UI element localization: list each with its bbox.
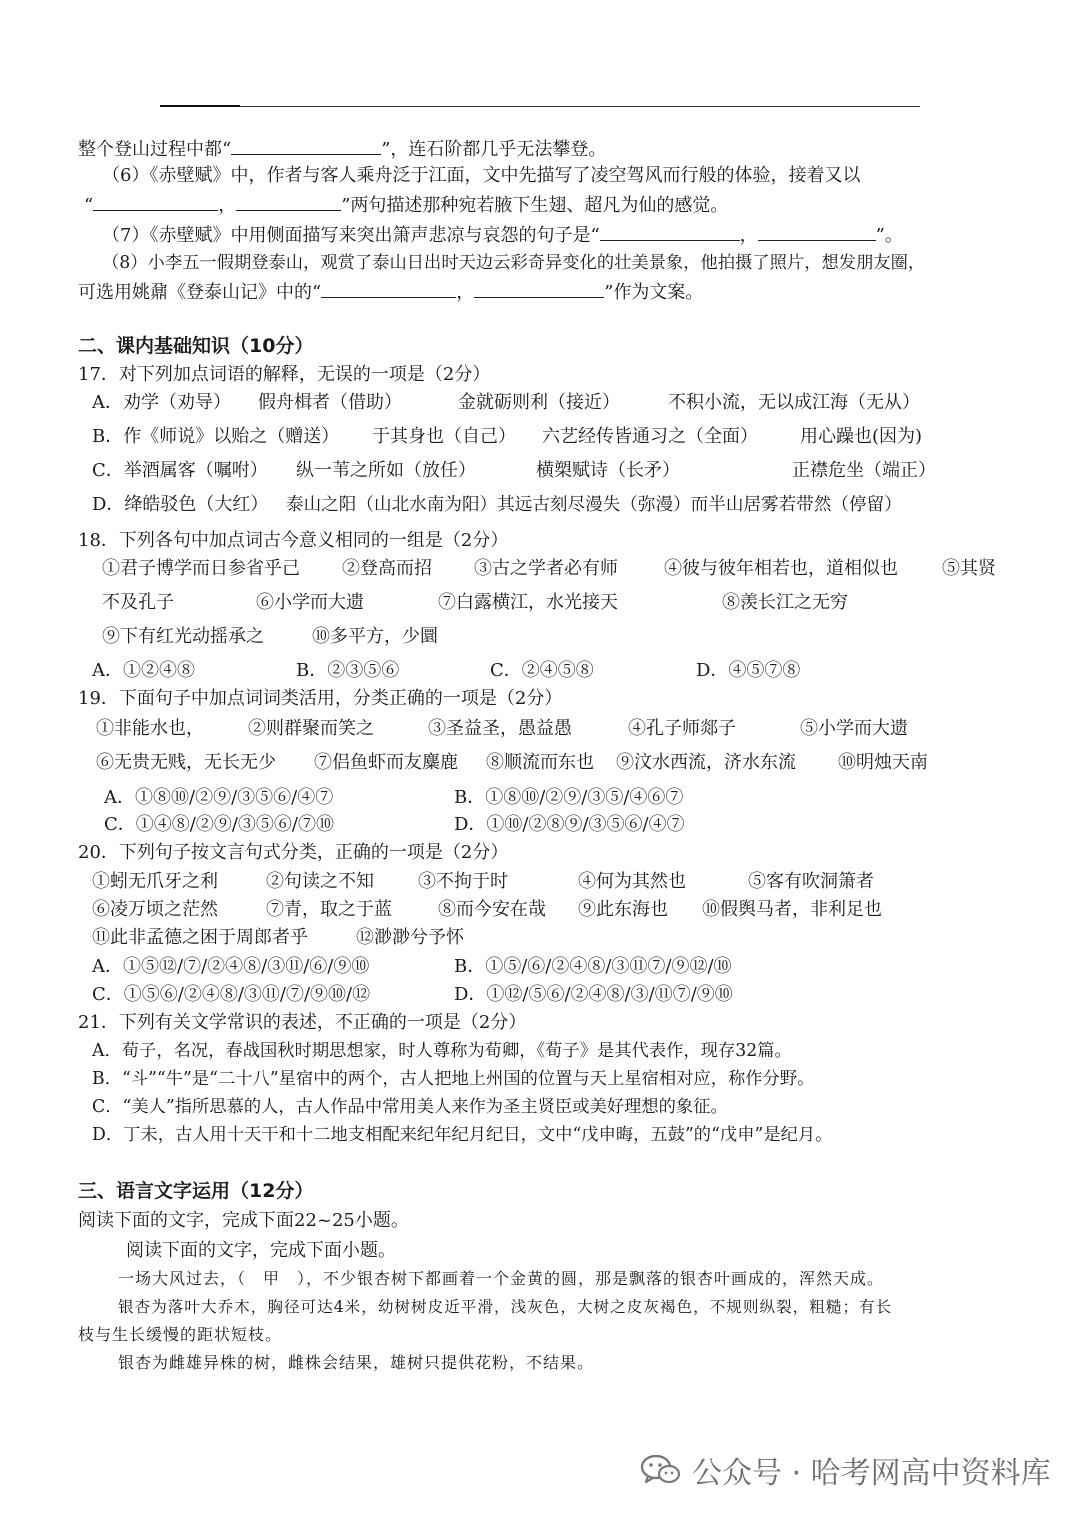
- q7-close: ”。: [875, 225, 903, 246]
- q20-item: ⑦青，取之于蓝: [266, 899, 392, 920]
- q20-option-d: D．①⑫/⑤⑥/②④⑧/③/⑪⑦/⑨⑩: [454, 984, 733, 1005]
- blank-field: [758, 222, 876, 241]
- q20-item: ②句读之不知: [266, 871, 374, 892]
- q5-continuation: [78, 136, 606, 163]
- q18-item: ①君子博学而日参省乎己: [102, 558, 300, 579]
- q18-item: ⑤其贤: [942, 558, 996, 579]
- blank-field: [93, 192, 218, 211]
- q18-item: ⑨下有红光动摇承之: [102, 626, 264, 647]
- q17-option-c-item: 横槊赋诗（长矛）: [536, 460, 680, 481]
- answer-line-dark: [160, 105, 240, 107]
- q19-item: ⑨汶水西流，济水东流: [616, 752, 796, 773]
- q21-option-a: A．荀子，名况，春战国秋时期思想家，时人尊称为荀卿，《荀子》是其代表作，现存32篇。: [92, 1041, 792, 1061]
- passage-paragraph-2: 银杏为落叶大乔木，胸径可达4米，幼树树皮近平滑，浅灰色，大树之皮灰褐色，不规则纵裂，粗糙；有长: [118, 1298, 893, 1316]
- q20-item: ⑨此东海也: [578, 899, 668, 920]
- q17-option-d: D．绛皓驳色（大红）: [92, 494, 269, 515]
- q6-line1: （6）《赤壁赋》中，作者与客人乘舟泛于江面，文中先描写了凌空驾风而行般的体验，接着又以: [102, 165, 861, 186]
- q19-option-b: B．①⑧⑩/②⑨/③⑤/④⑥⑦: [454, 787, 684, 808]
- passage-paragraph-1: 一场大风过去，（ 甲 ），不少银杏树下都画着一个金黄的圆，那是飘落的银杏叶画成的，浑然天成。: [118, 1269, 885, 1288]
- quote-open: “: [84, 195, 94, 216]
- blank-field: [474, 279, 604, 298]
- q18-item: ⑧羡长江之无穷: [722, 592, 848, 613]
- q18-item: ④彼与彼年相若也，道相似也: [664, 558, 898, 579]
- q20-item: ④何为其然也: [578, 871, 686, 892]
- q18-item: ②登高而招: [342, 558, 432, 579]
- q6-text-close: ”两句描述那种宛若腋下生翅、超凡为仙的感觉。: [341, 195, 729, 216]
- q17-option-c-item: 纵一苇之所如（放任）: [296, 460, 476, 481]
- answer-line: [240, 106, 920, 107]
- watermark-text: 公众号 · 哈考网高中资料库: [692, 1456, 1051, 1491]
- q19-item: ⑦侣鱼虾而友麋鹿: [314, 752, 458, 773]
- q17-option-a: A．劝学（劝导）: [92, 392, 231, 413]
- section2-heading: 二、课内基础知识（10分）: [78, 335, 314, 357]
- q21-option-d: D．丁未，古人用十天干和十二地支相配来纪年纪月纪日，文中“戊申晦，五鼓”的“戊申”是纪月。: [92, 1125, 833, 1145]
- q19-item: ⑤小学而大遗: [800, 718, 908, 739]
- q21-option-b: B．“斗”“牛”是“二十八”星宿中的两个，古人把地上州国的位置与天上星宿相对应，称作分野。: [92, 1069, 815, 1089]
- q18-item: ⑦白露横江，水光接天: [438, 592, 618, 613]
- q17-option-d-item: 泰山之阳（山北水南为阳）其远古刻尽漫失（弥漫）而半山居雾若带然（停留）: [286, 495, 902, 515]
- q18-stem: 18．下列各句中加点词古今意义相同的一组是（2分）: [78, 530, 509, 551]
- q20-item: ①蚓无爪牙之利: [92, 871, 218, 892]
- q8-close: ”作为文案。: [604, 282, 704, 303]
- section3-heading: 三、语言文字运用（12分）: [78, 1180, 314, 1202]
- comma: ，: [218, 195, 237, 216]
- q19-item: ③圣益圣，愚益愚: [428, 718, 572, 739]
- q17-stem: 17．对下列加点词语的解释，无误的一项是（2分）: [78, 364, 491, 385]
- blank-field: [321, 279, 456, 298]
- q20-item: ⑧而今安在哉: [438, 899, 546, 920]
- q8-line1: （8）小李五一假期登泰山，观赏了泰山日出时天边云彩奇异变化的壮美景象，他拍摄了照片，想发朋友圈，: [102, 253, 926, 273]
- q17-option-a-item: 金就砺则利（接近）: [458, 392, 620, 413]
- blank-field: [236, 192, 341, 211]
- q6-line2: [84, 192, 728, 219]
- q18-option-a: A．①②④⑧: [92, 660, 195, 681]
- q20-option-c: C．①⑤⑥/②④⑧/③⑪/⑦/⑨⑩/⑫: [92, 984, 371, 1005]
- q19-option-c: C．①④⑧/②⑨/③⑤⑥/⑦⑩: [104, 814, 334, 835]
- q20-option-b: B．①⑤/⑥/②④⑧/③⑪⑦/⑨⑫/⑩: [454, 956, 732, 977]
- section3-intro: 阅读下面的文字，完成下面22~25小题。: [78, 1210, 409, 1231]
- q19-option-d: D．①⑩/②⑧⑨/③⑤⑥/④⑦: [454, 814, 685, 835]
- q19-stem: 19．下面句子中加点词词类活用，分类正确的一项是（2分）: [78, 688, 563, 709]
- q19-item: ⑥无贵无贱，无长无少: [96, 752, 276, 773]
- q5-text-a: 整个登山过程中都“: [78, 139, 232, 160]
- q18-item: ⑩多平方，少圜: [312, 626, 438, 647]
- q17-option-c-item: 正襟危坐（端正）: [792, 460, 936, 481]
- q20-stem: 20．下列句子按文言句式分类，正确的一项是（2分）: [78, 842, 509, 863]
- q5-text-b: ”，连石阶都几乎无法攀登。: [381, 139, 607, 160]
- q19-item: ⑧顺流而东也: [486, 752, 594, 773]
- passage-paragraph-3: 银杏为雌雄异株的树，雌株会结果，雄树只提供花粉，不结果。: [118, 1353, 595, 1372]
- q20-item: ⑪此非孟德之困于周郎者乎: [92, 927, 308, 948]
- q8-line2: [78, 279, 703, 306]
- q19-item: ①非能水也，: [96, 718, 204, 739]
- q19-option-a: A．①⑧⑩/②⑨/③⑤⑥/④⑦: [104, 787, 334, 808]
- wechat-watermark: [640, 1440, 1051, 1500]
- q21-stem: 21．下列有关文学常识的表述，不正确的一项是（2分）: [78, 1012, 527, 1033]
- q7-text: （7）《赤壁赋》中用侧面描写来突出箫声悲凉与哀怨的句子是“: [102, 225, 600, 246]
- q17-option-b-item: 用心躁也(因为): [800, 426, 923, 447]
- passage-paragraph-2-cont: 枝与生长缓慢的距状短枝。: [78, 1325, 283, 1344]
- q19-item: ④孔子师郯子: [628, 718, 736, 739]
- q17-option-c: C．举酒属客（嘱咐）: [92, 460, 268, 481]
- comma: ，: [456, 282, 475, 303]
- q20-item: ⑩假舆马者，非利足也: [702, 899, 882, 920]
- q20-option-a: A．①⑤⑫/⑦/②④⑧/③⑪/⑥/⑨⑩: [92, 956, 370, 977]
- q21-option-c: C．“美人”指所思慕的人，古人作品中常用美人来作为圣主贤臣或美好理想的象征。: [92, 1097, 728, 1117]
- q18-option-b: B．②③⑤⑥: [296, 660, 400, 681]
- q20-item: ⑫渺渺兮予怀: [356, 927, 464, 948]
- q17-option-a-item: 不积小流，无以成江海（无从）: [668, 392, 920, 413]
- q18-option-d: D．④⑤⑦⑧: [696, 660, 801, 681]
- q17-option-b-item: 于其身也（自己）: [372, 426, 516, 447]
- q20-item: ③不拘于时: [418, 871, 508, 892]
- q17-option-a-item: 假舟楫者（借助）: [258, 392, 402, 413]
- q7-line: [102, 222, 903, 249]
- q18-item: ⑥小学而大遗: [256, 592, 364, 613]
- wechat-icon: [640, 1452, 682, 1488]
- q19-item: ②则群聚而笑之: [248, 718, 374, 739]
- q19-item: ⑩明烛天南: [838, 752, 928, 773]
- q18-option-c: C．②④⑤⑧: [490, 660, 594, 681]
- q18-item: ③古之学者必有师: [474, 558, 618, 579]
- comma: ，: [739, 225, 758, 246]
- q17-option-b: B．作《师说》以贻之（赠送）: [92, 426, 340, 447]
- q18-item: 不及孔子: [102, 592, 174, 613]
- q20-item: ⑥凌万顷之茫然: [92, 899, 218, 920]
- blank-field: [231, 136, 381, 155]
- blank-field: [600, 222, 740, 241]
- q20-item: ⑤客有吹洞箫者: [748, 871, 874, 892]
- section3-intro2: 阅读下面的文字，完成下面小题。: [126, 1240, 396, 1261]
- q8-text: 可选用姚鼐《登泰山记》中的“: [78, 282, 322, 303]
- q17-option-b-item: 六艺经传皆通习之（全面）: [542, 426, 758, 447]
